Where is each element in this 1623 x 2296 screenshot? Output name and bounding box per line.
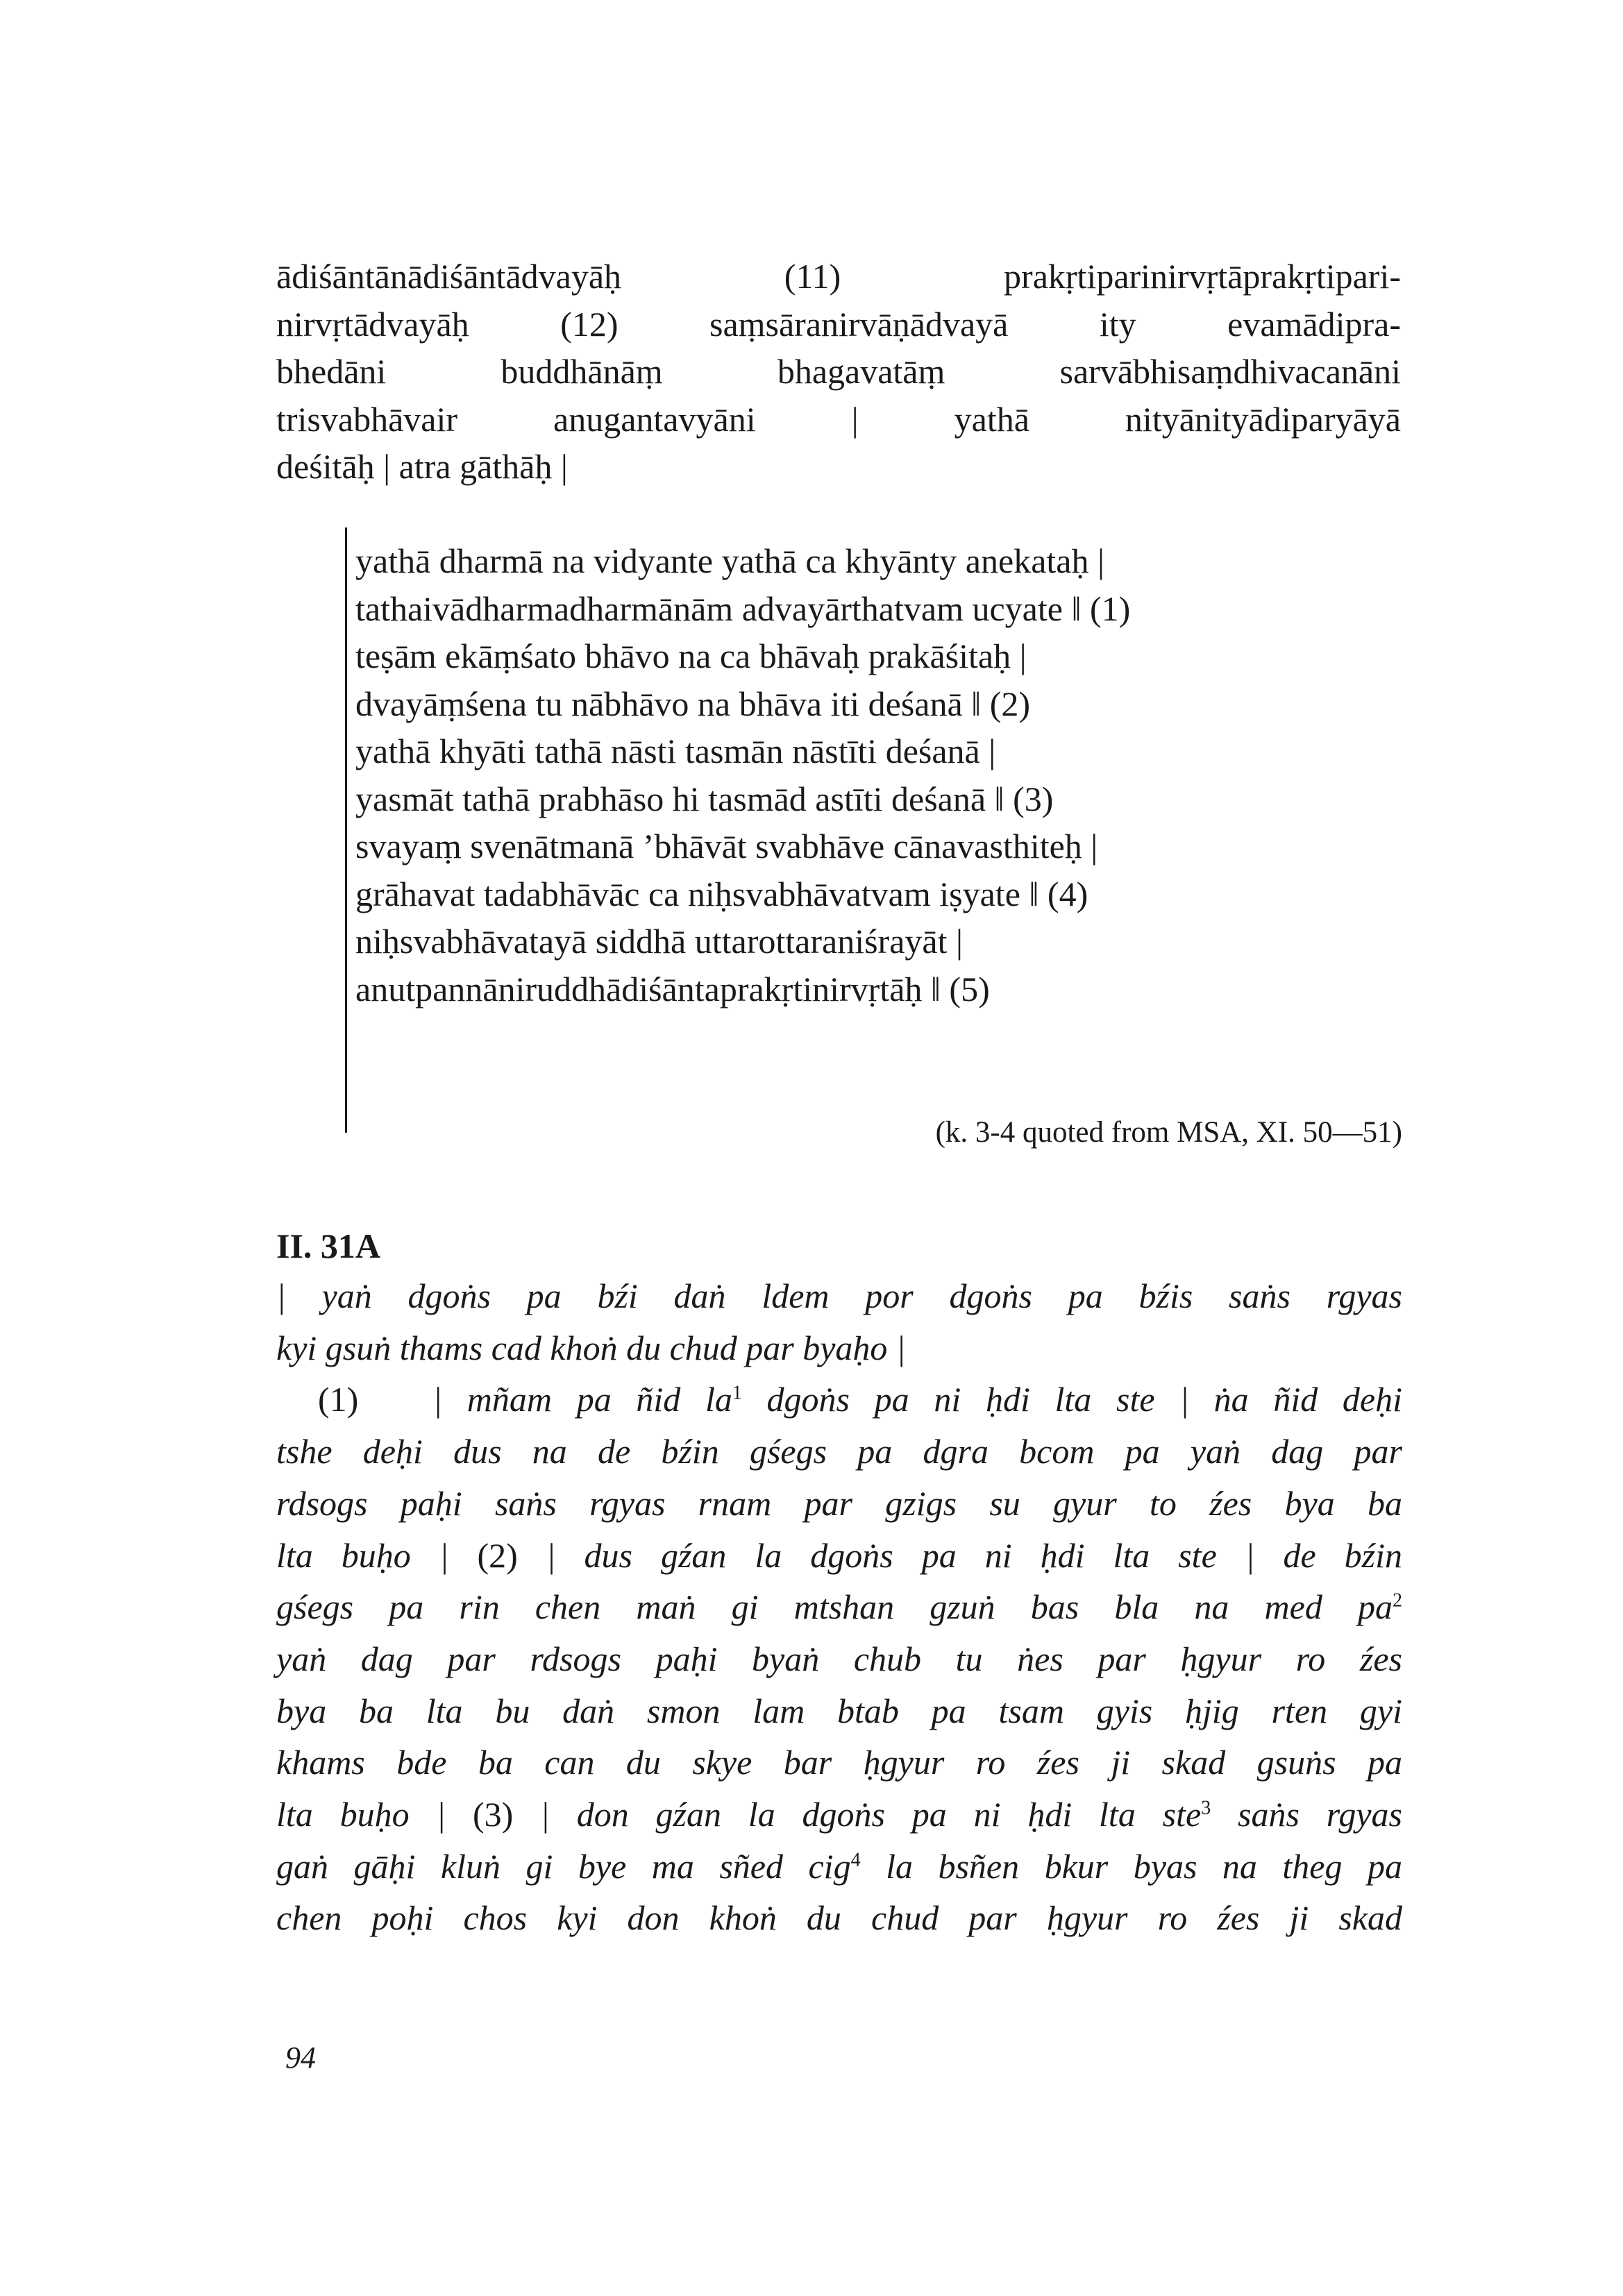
tibetan-line (276, 1581, 1402, 1633)
tibetan-segment: | dus gźan la dgoṅs pa ni ḥdi lta ste | de bźin (517, 1535, 1402, 1575)
prose-line: nirvṛtādvayāḥ (12) saṃsāranirvāṇādvayā ity evamādipra- (276, 304, 1401, 344)
tibetan-segment: la bsñen bkur byas na theg pa (860, 1846, 1402, 1886)
footnote-marker: 4 (850, 1849, 861, 1871)
verse-line: yasmāt tathā prabhāso hi tasmād astīti deśanā ‖ (3) (355, 779, 1054, 818)
verse-margin-rule (345, 527, 347, 1133)
tibetan-segment: lta buḥo | (276, 1795, 473, 1834)
verse-line: svayaṃ svenātmanā ’bhāvāt svabhāve cānavasthiteḥ | (355, 827, 1098, 866)
verse-line: dvayāṃśena tu nābhāvo na bhāva iti deśanā ‖ (2) (355, 684, 1031, 723)
paragraph-number: (2) (477, 1535, 518, 1575)
page-number: 94 (285, 2041, 316, 2075)
tibetan-segment: | mñam pa ñid la (432, 1380, 732, 1419)
verse-line: yathā dharmā na vidyante yathā ca khyānty anekataḥ | (355, 541, 1104, 580)
tibetan-line (276, 1530, 1402, 1582)
footnote-marker: 1 (732, 1382, 742, 1404)
tibetan-line (276, 1789, 1402, 1841)
verse-citation: (k. 3-4 quoted from MSA, XI. 50—51) (935, 1116, 1402, 1149)
tibetan-line: chen poḥi chos kyi don khoṅ du chud par ḥgyur ro źes ji skad (276, 1898, 1402, 1938)
prose-line: ādiśāntānādiśāntādvayāḥ (11) prakṛtiparinirvṛtāprakṛtipari- (276, 257, 1401, 296)
prose-line: deśitāḥ | atra gāthāḥ | (276, 447, 568, 486)
tibetan-line: rdsogs paḥi saṅs rgyas rnam par gzigs su gyur to źes bya ba (276, 1483, 1402, 1523)
footnote-marker: 2 (1393, 1589, 1402, 1612)
section-heading: II. 31A (276, 1226, 381, 1265)
verse-line: anutpannāniruddhādiśāntaprakṛtinirvṛtāḥ ‖ (5) (355, 969, 990, 1008)
paragraph-number: (3) (473, 1795, 514, 1834)
prose-line: bhedāni buddhānāṃ bhagavatāṃ sarvābhisaṃdhivacanāni (276, 352, 1401, 391)
paragraph-number: (1) (318, 1380, 359, 1419)
tibetan-line: khams bde ba can du skye bar ḥgyur ro źes ji skad gsuṅs pa (276, 1743, 1402, 1782)
tibetan-text (276, 1270, 1402, 1944)
prose-paragraph (276, 253, 1401, 491)
tibetan-segment: gśegs pa rin chen maṅ gi mtshan gzuṅ bas bla na med pa (276, 1587, 1393, 1627)
verse-line: yathā khyāti tathā nāsti tasmān nāstīti deśanā | (355, 732, 996, 770)
verse-line: grāhavat tadabhāvāc ca niḥsvabhāvatvam iṣyate ‖ (4) (355, 874, 1088, 913)
tibetan-line: | yaṅ dgoṅs pa bźi daṅ ldem por dgoṅs pa bźis saṅs rgyas (276, 1276, 1402, 1315)
verse-block (355, 537, 1404, 1013)
footnote-marker: 3 (1201, 1797, 1211, 1819)
tibetan-segment: | don gźan la dgoṅs pa ni ḥdi lta ste (513, 1795, 1202, 1834)
tibetan-line: bya ba lta bu daṅ smon lam btab pa tsam gyis ḥjig rten gyi (276, 1691, 1402, 1730)
tibetan-line (276, 1374, 1402, 1426)
tibetan-segment: dgoṅs pa ni ḥdi lta ste | ṅa ñid deḥi (741, 1380, 1402, 1419)
tibetan-line: kyi gsuṅ thams cad khoṅ du chud par byaḥo | (276, 1328, 906, 1367)
tibetan-segment: gaṅ gāḥi kluṅ gi bye ma sñed cig (276, 1846, 851, 1886)
verse-line: niḥsvabhāvatayā siddhā uttarottaraniśrayāt | (355, 922, 963, 961)
tibetan-line: yaṅ dag par rdsogs paḥi byaṅ chub tu ṅes par ḥgyur ro źes (276, 1639, 1402, 1678)
verse-line: tathaivādharmadharmānām advayārthatvam ucyate ‖ (1) (355, 589, 1131, 628)
tibetan-line: tshe deḥi dus na de bźin gśegs pa dgra bcom pa yaṅ dag par (276, 1432, 1402, 1471)
verse-line: teṣām ekāṃśato bhāvo na ca bhāvaḥ prakāśitaḥ | (355, 636, 1027, 675)
tibetan-segment: saṅs rgyas (1211, 1795, 1402, 1834)
prose-line: trisvabhāvair anugantavyāni | yathā nityānityādiparyāyā (276, 399, 1401, 439)
tibetan-segment: lta buḥo | (276, 1535, 478, 1575)
tibetan-line (276, 1841, 1402, 1893)
